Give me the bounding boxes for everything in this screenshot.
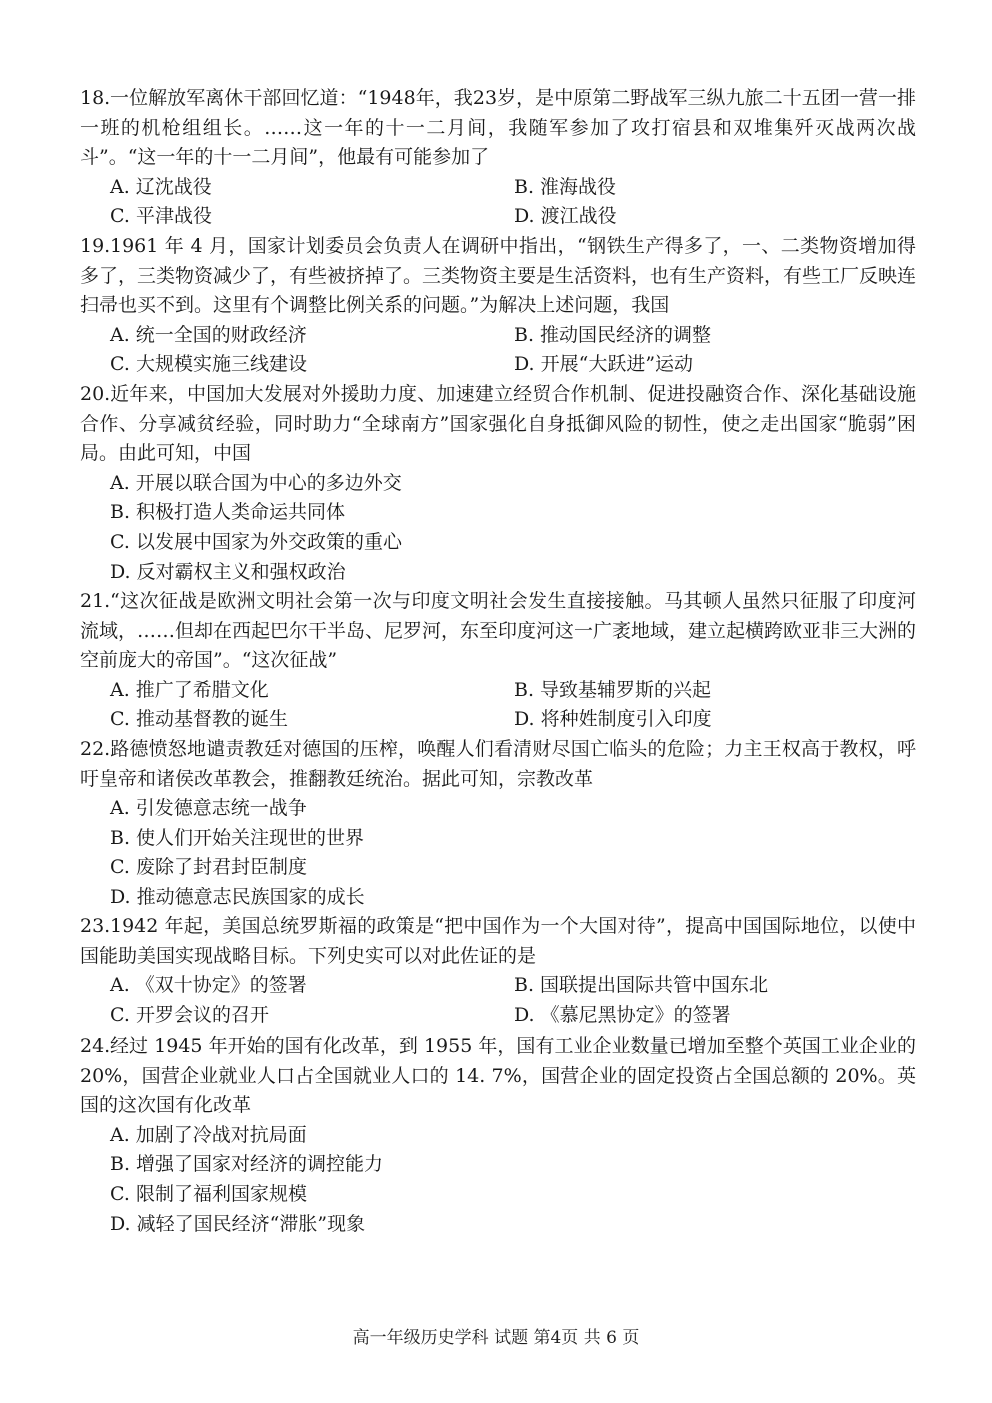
question-stem: “这次征战是欧洲文明社会第一次与印度文明社会发生直接接触。马其顿人虽然只征服了印度河流域，……但却在西起巴尔干半岛、尼罗河，东至印度河这一广袤地域，建立起横跨欧亚非三大洲的空前庞大的帝国”。“这次征战” xyxy=(80,590,917,672)
page-footer: 高一年级历史学科 试题 第4页 共 6 页 xyxy=(352,1328,640,1348)
question-18 xyxy=(80,84,916,232)
question-stem: 1961 年 4 月，国家计划委员会负责人在调研中指出，“钢铁生产得多了，一、二类物资增加得多了，三类物资减少了，有些被挤掉了。三类物资主要是生活资料，也有生产资料，有些工厂反映连扫帚也买不到。这里有个调整比例关系的问题。”为解决上述问题，我国 xyxy=(80,235,917,317)
question-number: 21. xyxy=(80,590,111,612)
question-number: 18. xyxy=(80,87,111,109)
question-number: 22. xyxy=(80,738,111,760)
option-c: C. 限制了福利国家规模 xyxy=(110,1182,307,1205)
option-c: C. 开罗会议的召开 xyxy=(110,1003,269,1026)
question-stem: 1942 年起，美国总统罗斯福的政策是“把中国作为一个大国对待”，提高中国国际地位，以使中国能助美国实现战略目标。下列史实可以对此佐证的是 xyxy=(80,915,916,967)
option-c: C. 以发展中国家为外交政策的重心 xyxy=(110,530,402,553)
option-b: B. 增强了国家对经济的调控能力 xyxy=(110,1153,384,1176)
question-23 xyxy=(80,912,916,1030)
option-c: C. 大规模实施三线建设 xyxy=(110,353,307,376)
question-21 xyxy=(80,587,916,735)
option-a: A. 推广了希腊文化 xyxy=(110,678,269,701)
question-stem: 近年来，中国加大发展对外援助力度、加速建立经贸合作机制、促进投融资合作、深化基础设施合作、分享减贫经验，同时助力“全球南方”国家强化自身抵御风险的韧性，使之走出国家“脆弱”困局。由此可知，中国 xyxy=(80,383,916,465)
option-d: D. 推动德意志民族国家的成长 xyxy=(110,885,365,908)
question-stem: 经过 1945 年开始的国有化改革，到 1955 年，国有工业企业数量已增加至整个英国工业企业的 20%，国营企业就业人口占全国就业人口的 14. 7%，国营企业的固定投资占全国总额的 20%。英国的这次国有化改革 xyxy=(80,1035,916,1117)
question-number: 23. xyxy=(80,915,111,937)
question-24 xyxy=(80,1032,916,1239)
options xyxy=(80,469,916,587)
option-d: D. 减轻了国民经济“滞胀”现象 xyxy=(110,1212,366,1235)
option-d: D. 将种姓制度引入印度 xyxy=(514,708,712,731)
option-a: A. 《双十协定》的签署 xyxy=(110,974,307,997)
option-d: D. 反对霸权主义和强权政治 xyxy=(110,560,346,583)
option-a: A. 开展以联合国为中心的多边外交 xyxy=(110,471,402,494)
question-22 xyxy=(80,735,916,913)
options xyxy=(80,173,916,232)
option-b: B. 导致基辅罗斯的兴起 xyxy=(514,678,712,701)
option-c: C. 推动基督教的诞生 xyxy=(110,708,288,731)
option-c: C. 平津战役 xyxy=(110,205,212,228)
option-b: B. 推动国民经济的调整 xyxy=(514,323,712,346)
options xyxy=(80,676,916,735)
option-b: B. 积极打造人类命运共同体 xyxy=(110,501,346,524)
option-c: C. 废除了封君封臣制度 xyxy=(110,856,307,879)
options xyxy=(80,1121,916,1239)
question-number: 19. xyxy=(80,235,111,257)
options xyxy=(80,794,916,912)
option-d: D. 《慕尼黑协定》的签署 xyxy=(514,1003,731,1026)
option-b: B. 使人们开始关注现世的世界 xyxy=(110,826,365,849)
option-d: D. 渡江战役 xyxy=(514,205,617,228)
option-d: D. 开展“大跃进”运动 xyxy=(514,353,694,376)
option-a: A. 统一全国的财政经济 xyxy=(110,323,307,346)
options xyxy=(80,971,916,1030)
question-number: 24. xyxy=(80,1035,111,1057)
question-number: 20. xyxy=(80,383,111,405)
question-stem: 路德愤怒地谴责教廷对德国的压榨，唤醒人们看清财尽国亡临头的危险；力主王权高于教权，呼吁皇帝和诸侯改革教会，推翻教廷统治。据此可知，宗教改革 xyxy=(80,738,916,790)
option-b: B. 淮海战役 xyxy=(514,175,617,198)
question-19 xyxy=(80,232,916,380)
question-20 xyxy=(80,380,916,587)
option-a: A. 辽沈战役 xyxy=(110,175,212,198)
option-a: A. 加剧了冷战对抗局面 xyxy=(110,1123,307,1146)
option-b: B. 国联提出国际共管中国东北 xyxy=(514,974,769,997)
options xyxy=(80,321,916,380)
question-stem: 一位解放军离休干部回忆道：“1948年，我23岁，是中原第二野战军三纵九旅二十五团一营一排一班的机枪组组长。……这一年的十一二月间，我随军参加了攻打宿县和双堆集歼灭战两次战斗”。“这一年的十一二月间”，他最有可能参加了 xyxy=(80,87,916,169)
option-a: A. 引发德意志统一战争 xyxy=(110,797,307,820)
